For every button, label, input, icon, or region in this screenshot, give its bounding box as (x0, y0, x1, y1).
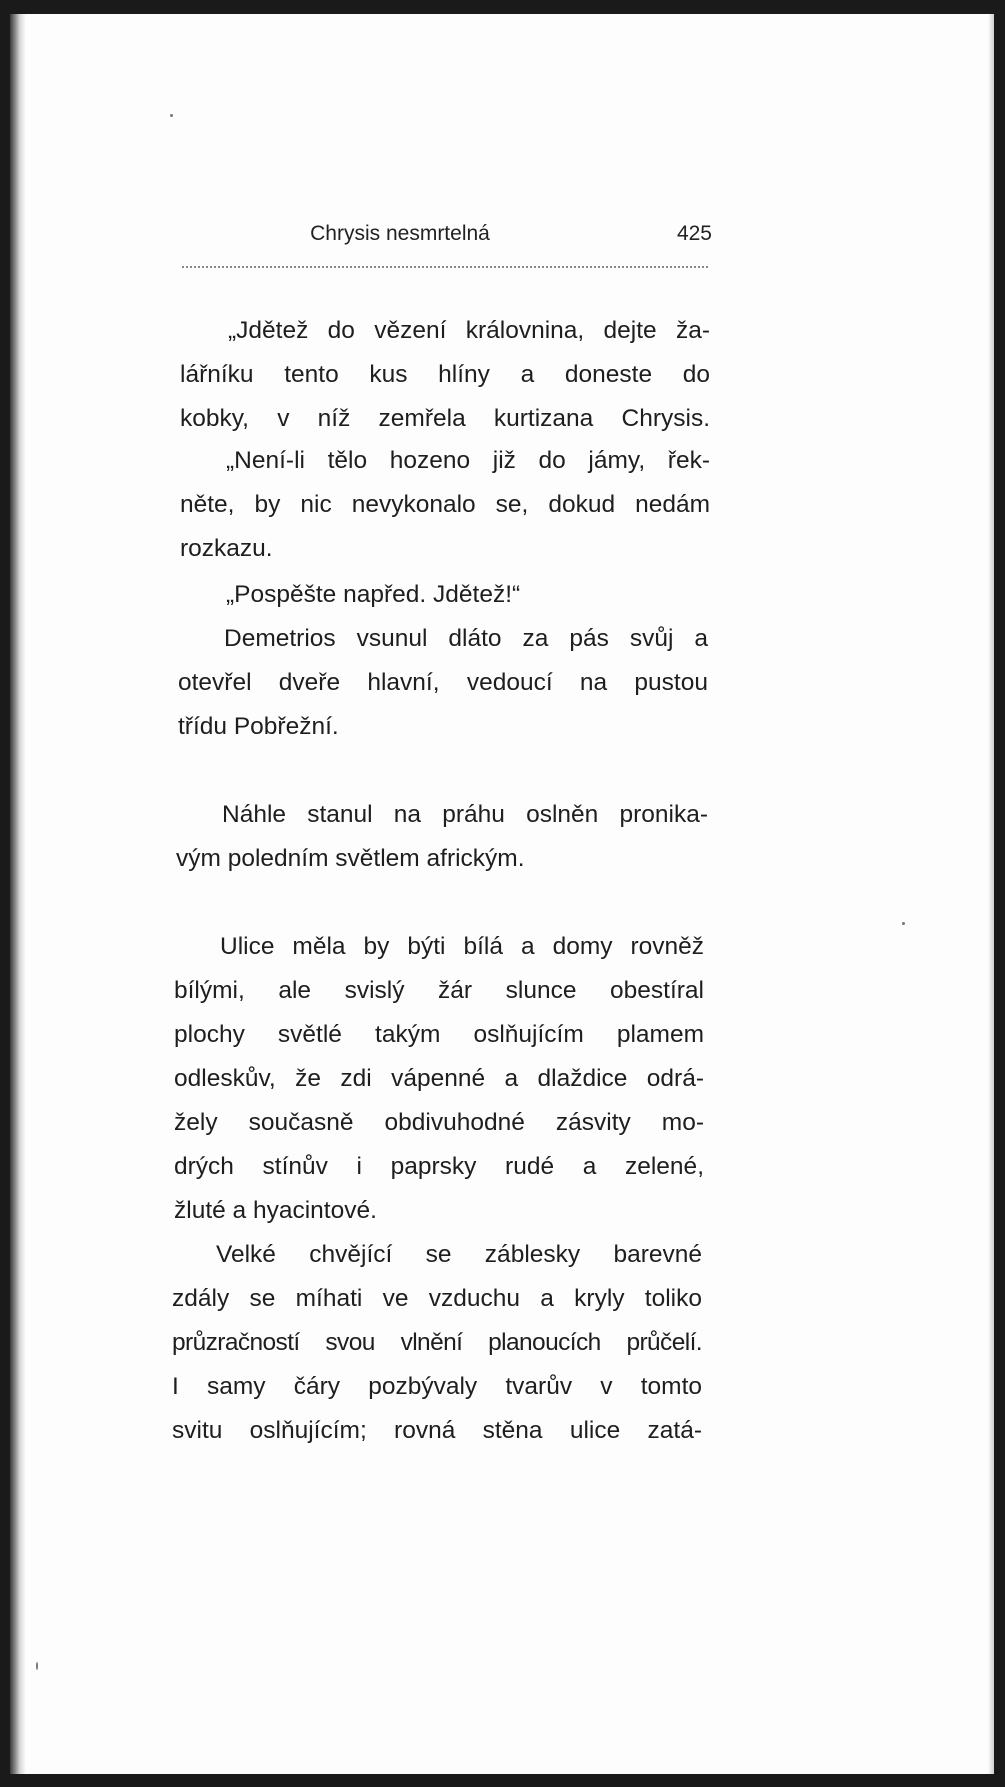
text-line: Demetrios vsunul dláto za pás svůj a (224, 625, 708, 652)
page-header (180, 222, 712, 254)
text-line: „Pospěšte napřed. Jdětež!“ (226, 581, 521, 608)
text-line: žely současně obdivuhodné zásvity mo- (174, 1109, 704, 1136)
text-line: průzračností svou vlnění planoucích průčelí. (172, 1329, 702, 1356)
text-line: drých stínův i paprsky rudé a zelené, (174, 1153, 704, 1180)
text-line: bílými, ale svislý žár slunce obestíral (174, 977, 704, 1004)
text-line: plochy světlé takým oslňujícím plamem (174, 1021, 704, 1048)
text-line: Náhle stanul na práhu oslněn pronika- (222, 801, 708, 828)
scan-speck (36, 1662, 38, 1670)
text-line: žluté a hyacintové. (174, 1197, 377, 1224)
text-line: kobky, v níž zemřela kurtizana Chrysis. (180, 405, 710, 432)
header-rule (182, 266, 708, 268)
running-title: Chrysis nesmrtelná (310, 222, 490, 245)
scan-speck (170, 114, 173, 117)
scan-speck (902, 922, 905, 925)
text-line: svitu oslňujícím; rovná stěna ulice zatá- (172, 1417, 702, 1444)
page-edge (988, 14, 994, 1774)
page-number: 425 (676, 222, 712, 245)
text-line: něte, by nic nevykonalo se, dokud nedám (180, 491, 710, 518)
binding-shadow (10, 14, 26, 1774)
text-line: vým poledním světlem africkým. (176, 845, 525, 872)
text-line: I samy čáry pozbývaly tvarův v tomto (172, 1373, 702, 1400)
text-line: třídu Pobřežní. (178, 713, 339, 740)
text-line: Ulice měla by býti bílá a domy rovněž (220, 933, 704, 960)
scanned-page (10, 14, 994, 1774)
text-line: otevřel dveře hlavní, vedoucí na pustou (178, 669, 708, 696)
text-line: Velké chvějící se záblesky barevné (216, 1241, 702, 1268)
text-line: „Jdětež do vězení královnina, dejte ža- (228, 317, 710, 344)
text-line: zdály se míhati ve vzduchu a kryly toliko (172, 1285, 702, 1312)
text-line: „Není-li tělo hozeno již do jámy, řek- (226, 447, 710, 474)
text-line: lářníku tento kus hlíny a doneste do (180, 361, 710, 388)
text-line: odleskův, že zdi vápenné a dlaždice odrá- (174, 1065, 704, 1092)
text-line: rozkazu. (180, 535, 273, 562)
